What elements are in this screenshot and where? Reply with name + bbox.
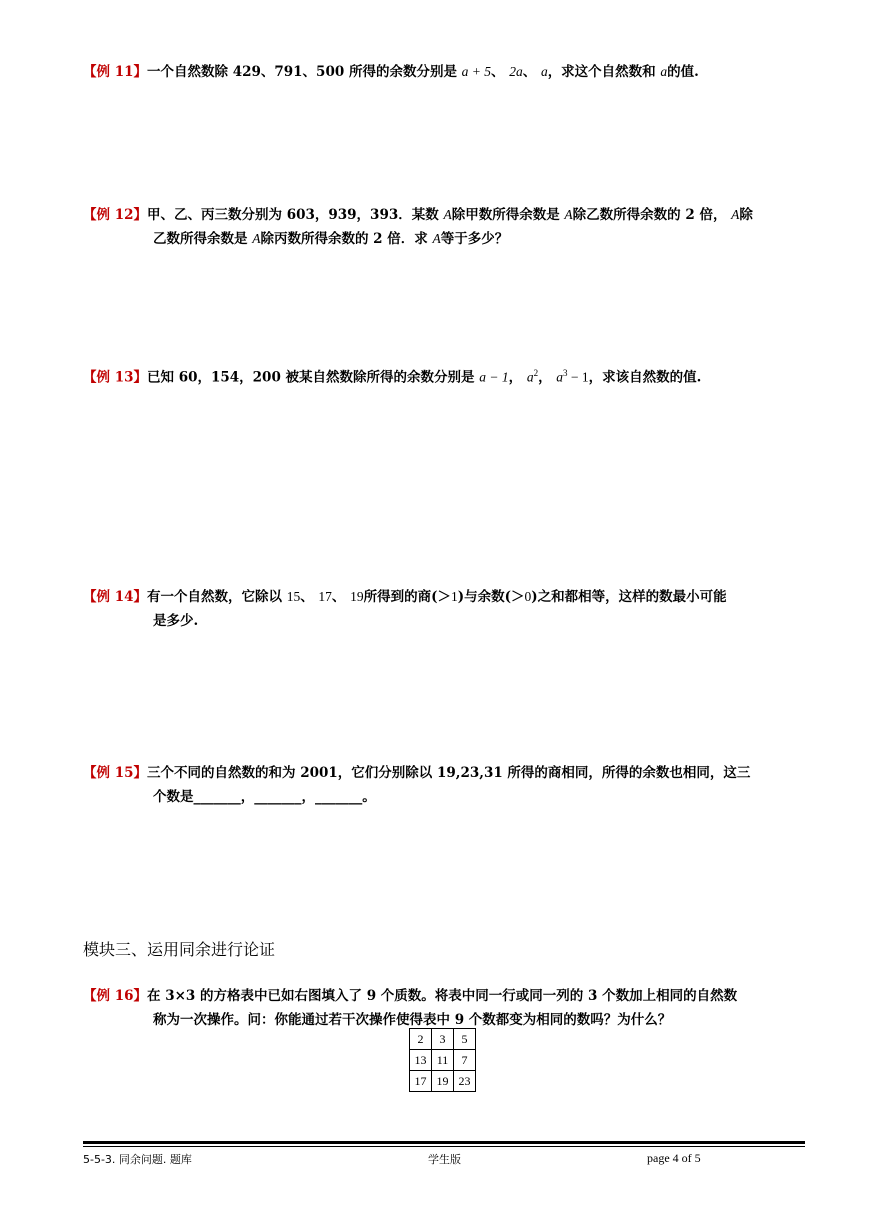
problem-text: ，求这个自然数和 [547,64,656,80]
math-expr: A [443,207,452,222]
problem-text: 除甲数所得余数是 [451,207,560,223]
problem-text: 个数是_______，_______，_______。 [153,789,376,805]
math-expr: a [526,369,534,385]
problem-text: 乙数所得余数是 [153,231,248,247]
problem-text: 等于多少？ [440,231,509,247]
prime-grid [409,1028,476,1092]
math-expr: a [556,369,564,385]
math-expr: A [731,207,740,222]
problem-text: ， [508,369,523,386]
problem-text: 、 [491,64,505,80]
grid-cell: 3 [432,1029,454,1050]
math-number: 0 [524,589,532,604]
grid-cell: 17 [410,1071,432,1092]
problem-line-2 [83,609,808,633]
problem-line-2 [83,785,808,809]
math-number: 15 [286,589,301,604]
problem-text: 除丙数所得余数的 2 倍．求 [260,231,428,247]
problem-text: 甲、乙、丙三数分别为 603，939，393．某数 [147,207,439,223]
problem-11 [83,60,808,84]
math-expr: 2a [509,64,523,79]
problem-text: 称为一次操作。问：你能通过若干次操作使得表中 9 个数都变为相同的数吗？为什么？ [153,1012,672,1028]
math-number: 1 [451,589,458,604]
grid-cell: 23 [454,1071,476,1092]
footer-rule-thin [83,1146,805,1147]
math-expr: A [432,231,441,246]
section-title: 模块三、运用同余进行论证 [83,940,276,959]
problem-text: )之和都相等，这样的数最小可能 [531,589,727,605]
problem-tag: 【例 16】 [83,988,147,1004]
math-expr: A [564,207,573,222]
problem-text: ， [538,369,552,386]
math-number: 17 [318,589,332,604]
problem-14 [83,585,808,633]
problem-text: 所得到的商(＞ [363,589,451,605]
problem-tag: 【例 13】 [83,369,147,386]
problem-tag: 【例 15】 [83,765,147,781]
problem-text: 在 3×3 的方格表中已如右图填入了 9 个质数。将表中同一行或同一列的 3 个数加上相同的自然数 [147,988,738,1004]
grid-cell: 13 [410,1050,432,1071]
math-exponent: 3 [563,368,568,378]
problem-text: 、 [331,589,346,605]
problem-tag: 【例 11】 [83,64,147,80]
problem-13 [83,361,808,390]
grid-cell: 7 [454,1050,476,1071]
grid-row [410,1071,476,1092]
problem-text: 除乙数所得余数的 2 倍， [572,207,727,223]
problem-text: 的值. [667,64,699,80]
problem-text: 有一个自然数，它除以 [147,589,282,605]
math-expr: A [252,231,261,246]
grid-row [410,1050,476,1071]
problem-text: ，求该自然数的值. [588,369,702,386]
problem-text: 、 [522,64,537,80]
problem-text: 三个不同的自然数的和为 2001，它们分别除以 19,23,31 所得的商相同，所得的余数也相同，这三 [147,765,751,781]
problem-tag: 【例 12】 [83,207,147,223]
problem-tag: 【例 14】 [83,589,147,605]
problem-line-2 [83,227,808,251]
grid-cell: 5 [454,1029,476,1050]
problem-15 [83,761,808,809]
math-expr: a − 1 [479,369,509,385]
footer-rule-thick [83,1141,805,1144]
footer-left: 5-5-3. 同余问题. 题库 [83,1153,192,1166]
problem-text: 、 [300,589,314,605]
problem-text: 是多少. [153,613,199,629]
math-expr: a [660,64,668,79]
grid-cell: 19 [432,1071,454,1092]
problem-16 [83,984,808,1032]
problem-text: )与余数(＞ [457,589,525,605]
math-exponent: 2 [533,368,539,378]
math-expr: a [540,64,548,79]
problem-12 [83,203,808,251]
problem-text: 除 [739,207,753,223]
footer-page-number: page 4 of 5 [647,1151,701,1165]
footer-center: 学生版 [428,1153,461,1166]
problem-text: 已知 60，154，200 被某自然数除所得的余数分别是 [147,369,475,386]
math-expr: a + 5 [461,64,492,79]
problem-text: 一个自然数除 429、791、500 所得的余数分别是 [147,64,457,80]
grid-cell: 11 [432,1050,454,1071]
grid-row [410,1029,476,1050]
math-number: 19 [350,589,364,604]
grid-cell: 2 [410,1029,432,1050]
math-expr: − 1 [567,369,589,385]
